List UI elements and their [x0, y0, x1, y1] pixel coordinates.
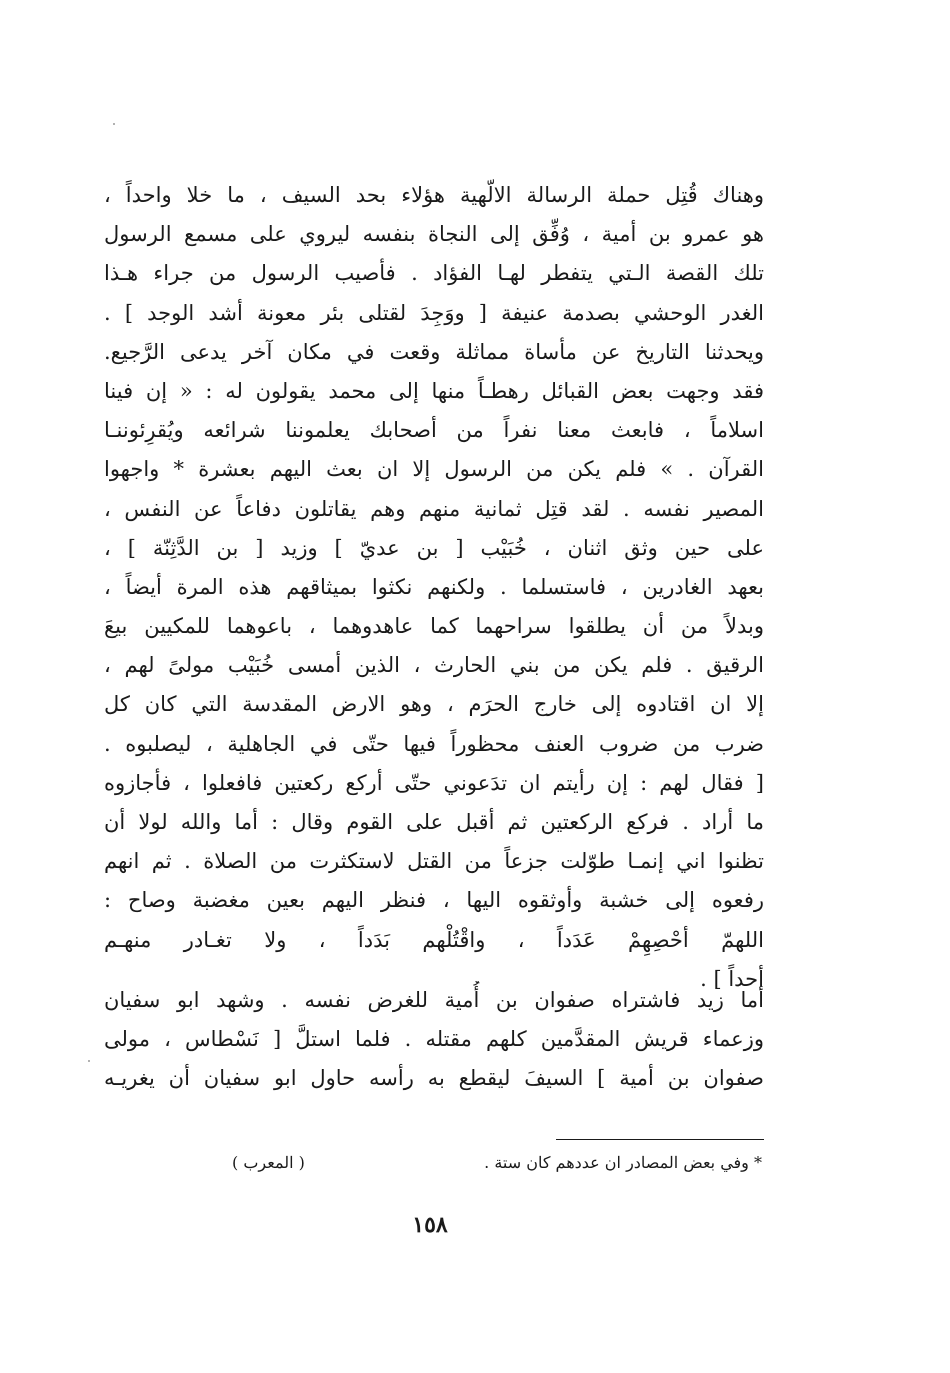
text-line: رفعوه إلى خشبة وأوثقوه اليها ، فنظر اليهم بعين مغضبة وصاح :: [104, 888, 764, 913]
text-line: بعهد الغادرين ، فاستسلما . ولكنهم نكثوا بميثاقهم هذه المرة أيضاً ،: [104, 574, 764, 599]
text-line: إلا ان اقتادوه إلى خارج الحرَم ، وهو الارض المقدسة التي كان كل: [104, 692, 764, 717]
text-line: وزعماء قريش المقدَّمين كلهم مقتله . فلما استلَّ [ نَسْطاس ، مولى: [104, 1027, 764, 1052]
text-line: أما زيد فاشتراه صفوان بن أُمية للغرض نفسه . وشهد ابو سفيان: [104, 988, 764, 1012]
scan-speck: [113, 123, 115, 125]
text-line: الرقيق . فلم يكن من بني الحارث ، الذين أمسى خُبَيْب مولىً لهم ،: [104, 653, 764, 678]
text-line: اسلاماً ، فابعث معنا نفراً من أصحابك يعلموننا شرائعه ويُقرِئوننـا: [104, 418, 764, 443]
footnote-source: ( المعرب ): [232, 1153, 305, 1172]
text-line: [ فقال لهم : إن رأيتم ان تدَعوني حتّى أركع ركعتين فافعلوا ، فأجازوه: [104, 770, 764, 795]
text-line: القرآن . » فلم يكن من الرسول إلا ان بعث اليهم بعشرة * واجهوا: [104, 457, 764, 482]
footnote: [232, 1148, 762, 1178]
text-line: ما أراد . فركع الركعتين ثم أقبل على القوم وقال : أما والله لولا أن: [104, 810, 764, 834]
main-paragraph: [104, 176, 764, 999]
text-line: على حين وثق اثنان ، خُبَيْب [ بن عديّ ] وزيد [ بن الدَّثِنّة ] ،: [104, 535, 764, 560]
text-line: وهناك قُتِل حملة الرسالة الالّهية هؤلاء بحد السيف ، ما خلا واحداً ،: [104, 183, 764, 207]
text-line: اللهمّ أحْصِهِمْ عَدَداً ، واقْتُلْهم بَدَداً ، ولا تغـادر منهـم: [104, 927, 764, 952]
text-line: هو عمرو بن أمية ، وُفِّق إلى النجاة بنفسه ليروي على مسمع الرسول: [104, 222, 764, 247]
text-line: تلك القصة الـتي يتفطر لهـا الفؤاد . فأصيب الرسول من جراء هـذا: [104, 261, 764, 286]
footnote-text: * وفي بعض المصادر ان عددهم كان ستة .: [484, 1153, 762, 1172]
text-line: الغدر الوحشي بصدمة عنيفة [ ووَجِدَ لقتلى بئر معونة أشد الوجد ] .: [104, 300, 764, 325]
page-number: ١٥٨: [412, 1212, 448, 1238]
text-line: وبدلاً من أن يطلقوا سراحهما كما عاهدوهما ، باعوهما للمكيين بيعَ: [104, 614, 764, 639]
text-line: صفوان بن أمية ] السيفَ ليقطع به رأسه حاول ابو سفيان أن يغريـه: [104, 1066, 764, 1091]
text-line: المصير نفسه . لقد قتِل ثمانية منهم وهم يقاتلون دفاعاً عن النفس ،: [104, 496, 764, 521]
footnote-divider: [556, 1139, 764, 1140]
second-paragraph: [104, 981, 764, 1099]
text-line: ويحدثنا التاريخ عن مأساة مماثلة وقعت في مكان آخر يدعى الرَّجيع.: [104, 339, 764, 364]
text-line-last: أحداً ] .: [700, 966, 764, 991]
text-line: تظنوا اني إنمـا طوّلت جزعاً من القتل لاستكثرت من الصلاة . ثم انهم: [104, 849, 764, 874]
text-line: فقد وجهت بعض القبائل رهطـاً منها إلى محمد يقولون له : « إن فينا: [104, 378, 764, 403]
text-line: ضرب من ضروب العنف محظوراً فيها حتّى في الجاهلية ، ليصلبوه .: [104, 731, 764, 756]
scan-speck: [88, 1060, 90, 1062]
